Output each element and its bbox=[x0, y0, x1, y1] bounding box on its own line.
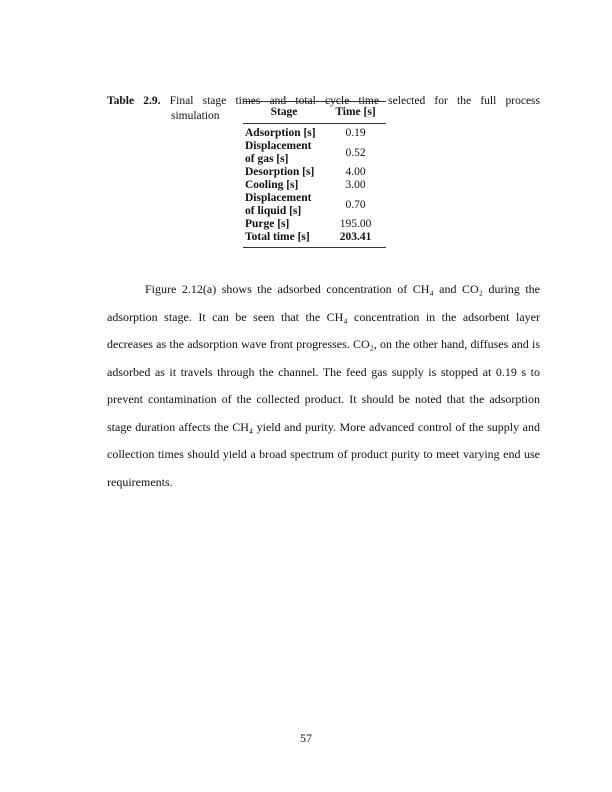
paragraph-line: adsorption stage. It can be seen that the CH₄ concentration in the adsorbent layer bbox=[107, 309, 540, 324]
time-cell: 0.52 bbox=[345, 146, 366, 159]
table-row bbox=[243, 218, 386, 231]
body-paragraph bbox=[107, 281, 540, 501]
table-row bbox=[243, 231, 386, 248]
table-header-row bbox=[243, 102, 386, 124]
stage-times-table bbox=[243, 101, 386, 248]
paragraph-line: decreases as the adsorption wave front progresses. CO₂, on the other hand, diffuses and is bbox=[107, 337, 540, 351]
stage-label: Purge [s] bbox=[245, 218, 290, 230]
table-row bbox=[243, 192, 386, 218]
header-stage: Stage bbox=[243, 102, 325, 124]
paragraph-line: stage duration affects the CH₄ yield and purity. More advanced control of the supply and bbox=[107, 419, 540, 434]
stage-cell bbox=[243, 192, 325, 218]
time-cell: 0.19 bbox=[345, 127, 366, 139]
stage-label: Cooling [s] bbox=[245, 179, 299, 191]
stage-label: Displacement bbox=[245, 140, 312, 152]
table-body bbox=[243, 124, 386, 248]
table-row bbox=[243, 140, 386, 166]
stage-label: Total time [s] bbox=[245, 231, 310, 243]
time-cell: 0.70 bbox=[345, 198, 366, 211]
caption-text: Final stage times and total cycle time selected for the full process bbox=[160, 95, 541, 107]
stage-label-cont: of liquid [s] bbox=[245, 205, 302, 217]
stage-label: Displacement bbox=[245, 192, 312, 204]
stage-cell bbox=[243, 179, 325, 192]
paragraph-line: collection times should yield a broad spectrum of product purity to meet varying end use bbox=[107, 447, 540, 461]
time-cell: 195.00 bbox=[339, 218, 372, 230]
paragraph-line: Figure 2.12(a) shows the adsorbed concentration of CH₄ and CO₂ during the bbox=[145, 282, 540, 296]
time-cell: 203.41 bbox=[339, 231, 372, 243]
table-row bbox=[243, 124, 386, 141]
stage-cell bbox=[243, 140, 325, 166]
stage-cell bbox=[243, 124, 325, 141]
stage-cell bbox=[243, 166, 325, 179]
table-row bbox=[243, 179, 386, 192]
stage-label: Adsorption [s] bbox=[245, 127, 316, 139]
caption-text-cont: simulation bbox=[171, 110, 220, 122]
table-label: Table 2.9. bbox=[107, 95, 161, 107]
stage-cell bbox=[243, 218, 325, 231]
paragraph-line: prevent contamination of the collected product. It should be noted that the adsorption bbox=[107, 392, 540, 406]
header-time: Time [s] bbox=[325, 102, 386, 124]
table-row bbox=[243, 166, 386, 179]
time-cell: 3.00 bbox=[345, 179, 366, 191]
time-cell: 4.00 bbox=[345, 166, 366, 178]
stage-label: Desorption [s] bbox=[245, 166, 315, 178]
page-number: 57 bbox=[300, 731, 312, 745]
paragraph-line: requirements. bbox=[107, 474, 173, 489]
paragraph-line: adsorbed as it travels through the channel. The feed gas supply is stopped at 0.19 s to bbox=[107, 364, 540, 379]
stage-label-cont: of gas [s] bbox=[245, 153, 289, 165]
stage-cell bbox=[243, 231, 325, 248]
